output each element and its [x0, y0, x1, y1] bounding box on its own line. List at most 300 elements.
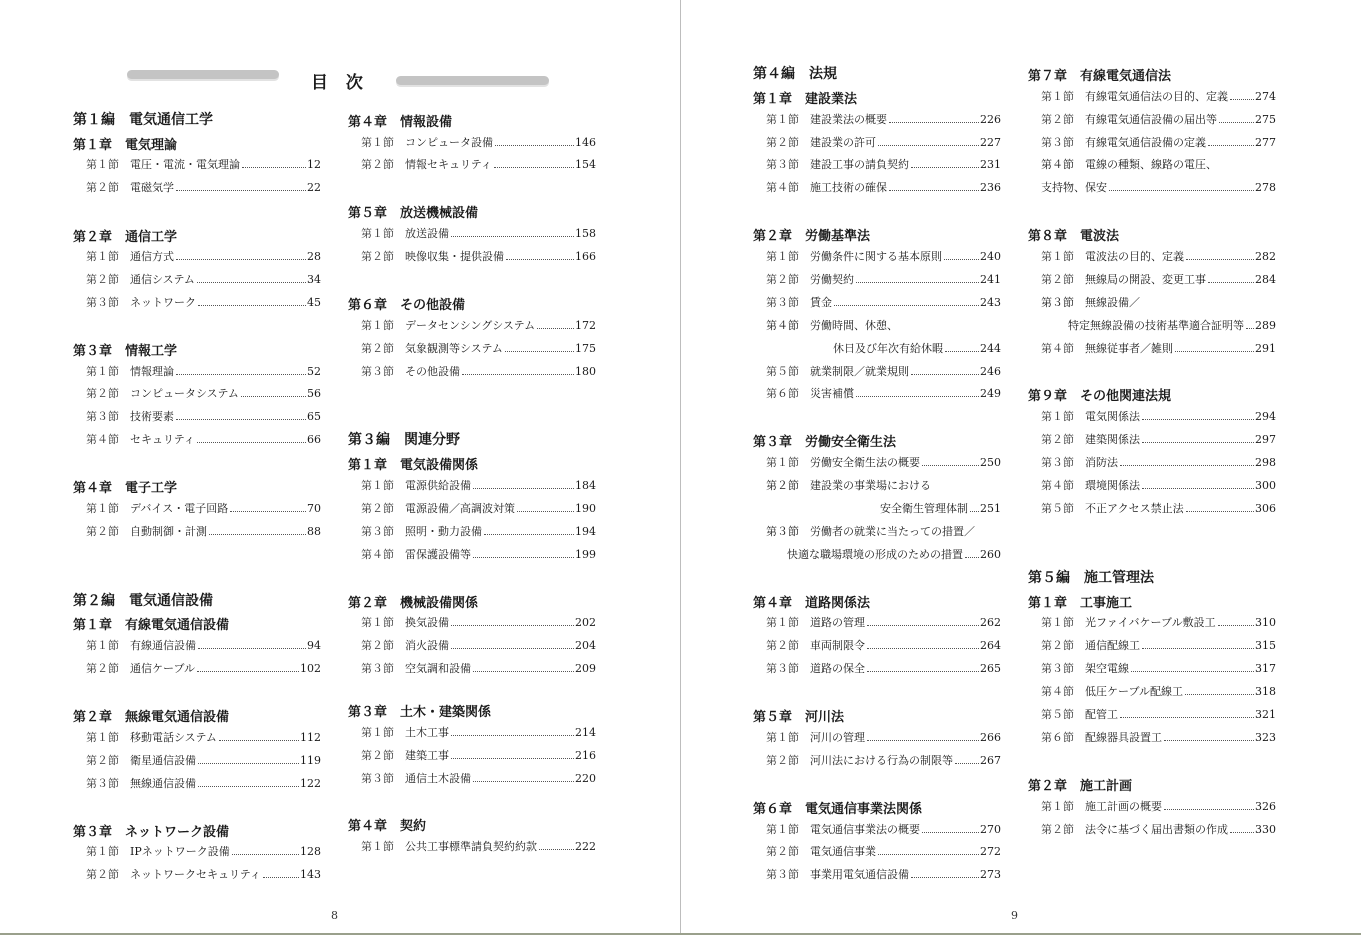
page-number: 244: [980, 342, 1001, 355]
page-number: 273: [980, 868, 1001, 881]
toc-entry: [86, 502, 321, 516]
section-number: 第１節: [86, 502, 119, 515]
toc-entry: [86, 754, 321, 768]
toc-entry: [766, 845, 1001, 859]
dot-leader: [970, 511, 979, 512]
part-heading: 第４編 法規: [753, 66, 837, 82]
dot-leader: [451, 735, 574, 736]
section-number: 第３節: [361, 365, 394, 378]
page-number: 199: [575, 548, 596, 561]
page-number: 318: [1255, 685, 1276, 698]
section-number: 第３節: [766, 662, 799, 675]
chapter-heading: 第１章 有線電気通信設備: [73, 618, 230, 633]
page-number: 249: [980, 387, 1001, 400]
section-number: 第１節: [1041, 616, 1074, 629]
toc-entry: [86, 845, 321, 859]
section-title: 放送設備: [405, 227, 449, 240]
section-number: 第１節: [361, 319, 394, 332]
page-number: 272: [980, 845, 1001, 858]
section-title: データセンシングシステム: [405, 319, 536, 332]
toc-entry: [361, 479, 596, 493]
dot-leader: [197, 442, 306, 443]
page-number: 300: [1255, 479, 1276, 492]
section-number: 第３節: [766, 158, 799, 171]
section-number: 第２節: [86, 387, 119, 400]
page-number: 12: [307, 158, 321, 171]
section-title: 安全衛生管理体制: [880, 502, 968, 515]
section-title: 無線局の開設、変更工事: [1085, 273, 1206, 286]
section-number: 第１節: [361, 726, 394, 739]
page-number: 243: [980, 296, 1001, 309]
toc-entry: [361, 548, 596, 562]
toc-entry: [766, 113, 1001, 127]
page-number: 294: [1255, 410, 1276, 423]
toc-entry: [86, 296, 321, 310]
toc-entry: [833, 342, 1001, 356]
dot-leader: [263, 877, 299, 878]
toc-entry: [787, 548, 1001, 562]
chapter-heading: 第３章 情報工学: [73, 344, 178, 359]
page-number: 278: [1255, 181, 1276, 194]
toc-entry: [766, 273, 1001, 287]
section-title: 自動制御・計測: [130, 525, 207, 538]
dot-leader: [1142, 442, 1254, 443]
toc-entry: [361, 726, 596, 740]
dot-leader: [219, 740, 299, 741]
section-title: 電波法の目的、定義: [1085, 250, 1184, 263]
dot-leader: [922, 832, 979, 833]
toc-entry: [361, 772, 596, 786]
page-number: 175: [575, 342, 596, 355]
toc-entry: [1041, 181, 1276, 195]
toc-entry: [86, 273, 321, 287]
section-number: 第１節: [86, 639, 119, 652]
chapter-heading: 第３章 労働安全衛生法: [753, 435, 897, 450]
section-number: 第４節: [766, 181, 799, 194]
toc-entry: [86, 181, 321, 195]
page-number: 202: [575, 616, 596, 629]
toc-entry: [766, 731, 1001, 745]
section-title: 労働安全衛生法の概要: [810, 456, 920, 469]
dot-leader: [889, 190, 979, 191]
page-number-left: 8: [331, 909, 338, 922]
page-number: 289: [1255, 319, 1276, 332]
toc-entry: [766, 823, 1001, 837]
dot-leader: [537, 328, 574, 329]
page-number: 262: [980, 616, 1001, 629]
toc-entry: [766, 181, 1001, 195]
toc-entry: [361, 749, 596, 763]
page-number: 277: [1255, 136, 1276, 149]
toc-title: 目 次: [311, 73, 369, 93]
section-number: 第２節: [361, 639, 394, 652]
section-title: 災害補償: [810, 387, 854, 400]
section-title: 支持物、保安: [1041, 181, 1107, 194]
toc-entry: [86, 662, 321, 676]
dot-leader: [911, 374, 979, 375]
toc-entry: [1041, 250, 1276, 264]
section-title: 衛星通信設備: [130, 754, 196, 767]
section-title: ネットワークセキュリティ: [130, 868, 261, 881]
part-heading: 第３編 関連分野: [348, 432, 460, 448]
section-title: 電気関係法: [1085, 410, 1140, 423]
dot-leader: [1175, 351, 1254, 352]
toc-entry: [86, 410, 321, 424]
section-number: 第２節: [86, 868, 119, 881]
toc-entry: [1041, 731, 1276, 745]
section-title: 施工技術の確保: [810, 181, 887, 194]
page-number: 298: [1255, 456, 1276, 469]
toc-entry: [1041, 479, 1276, 493]
section-number: 第１節: [361, 840, 394, 853]
section-title: 消火設備: [405, 639, 449, 652]
section-number: 第６節: [766, 387, 799, 400]
page-number: 146: [575, 136, 596, 149]
toc-entry: [766, 158, 1001, 172]
dot-leader: [517, 511, 574, 512]
dot-leader: [911, 877, 979, 878]
section-title: 光ファイバケーブル敷設工: [1085, 616, 1216, 629]
entry-text-line: 無線設備／: [1085, 296, 1140, 309]
section-title: 照明・動力設備: [405, 525, 482, 538]
dot-leader: [198, 305, 306, 306]
section-number: 第２節: [361, 502, 394, 515]
chapter-heading: 第４章 契約: [348, 819, 427, 834]
page-number: 204: [575, 639, 596, 652]
dot-leader: [1142, 488, 1254, 489]
page-number: 227: [980, 136, 1001, 149]
section-title: 移動電話システム: [130, 731, 217, 744]
page-number: 323: [1255, 731, 1276, 744]
dot-leader: [1120, 465, 1254, 466]
chapter-heading: 第４章 道路関係法: [753, 596, 871, 611]
section-title: 河川の管理: [810, 731, 865, 744]
dot-leader: [1131, 671, 1254, 672]
toc-entry: [86, 868, 321, 882]
section-number: 第２節: [766, 136, 799, 149]
part-heading: 第５編 施工管理法: [1028, 570, 1154, 586]
page-number: 315: [1255, 639, 1276, 652]
page-number: 194: [575, 525, 596, 538]
section-title: 法令に基づく届出書類の作成: [1085, 823, 1228, 836]
section-number: 第２節: [1041, 113, 1074, 126]
part-heading: 第１編 電気通信工学: [73, 112, 213, 128]
toc-entry: [86, 525, 321, 539]
section-number: 第２節: [361, 749, 394, 762]
page-number: 158: [575, 227, 596, 240]
page-number: 66: [307, 433, 321, 446]
section-number: 第２節: [1041, 639, 1074, 652]
dot-leader: [1142, 419, 1254, 420]
section-number: 第４節: [361, 548, 394, 561]
section-title: 不正アクセス禁止法: [1085, 502, 1184, 515]
section-number: 第１節: [86, 845, 119, 858]
section-title: 河川法における行為の制限等: [810, 754, 953, 767]
dot-leader: [889, 122, 979, 123]
toc-entry: [86, 387, 321, 401]
section-title: 建築関係法: [1085, 433, 1140, 446]
toc-entry: [766, 868, 1001, 882]
toc-entry: [86, 639, 321, 653]
section-title: 消防法: [1085, 456, 1118, 469]
dot-leader: [451, 648, 574, 649]
section-number: 第１節: [766, 113, 799, 126]
toc-entry: [1041, 273, 1276, 287]
page-number: 274: [1255, 90, 1276, 103]
dot-leader: [1208, 282, 1254, 283]
page-number: 56: [307, 387, 321, 400]
page-number: 102: [300, 662, 321, 675]
page-number: 265: [980, 662, 1001, 675]
page-number: 34: [307, 273, 321, 286]
page-number: 154: [575, 158, 596, 171]
dot-leader: [856, 282, 979, 283]
chapter-heading: 第１章 電気理論: [73, 138, 178, 153]
section-number: 第５節: [1041, 708, 1074, 721]
section-title: 道路の保全: [810, 662, 865, 675]
toc-entry: [86, 250, 321, 264]
section-number: 第１節: [1041, 800, 1074, 813]
section-number: 第５節: [766, 365, 799, 378]
dot-leader: [451, 236, 574, 237]
section-number: 第３節: [766, 296, 799, 309]
section-title: コンピュータ設備: [405, 136, 493, 149]
page-number: 236: [980, 181, 1001, 194]
toc-page-right: [681, 0, 1361, 935]
section-number: 第１節: [766, 823, 799, 836]
page-number: 112: [300, 731, 321, 744]
section-title: 映像収集・提供設備: [405, 250, 504, 263]
section-title: 情報セキュリティ: [405, 158, 492, 171]
dot-leader: [867, 625, 979, 626]
section-title: 通信土木設備: [405, 772, 471, 785]
dot-leader: [945, 351, 979, 352]
toc-entry: [361, 250, 596, 264]
section-number: 第２節: [1041, 433, 1074, 446]
section-title: 通信システム: [130, 273, 195, 286]
page-number: 180: [575, 365, 596, 378]
section-number: 第５節: [1041, 502, 1074, 515]
page-number: 240: [980, 250, 1001, 263]
section-number: 第４節: [1041, 342, 1074, 355]
toc-entry: [1041, 662, 1276, 676]
page-number: 270: [980, 823, 1001, 836]
section-number: 第２節: [766, 754, 799, 767]
section-title: 公共工事標準請負契約約款: [405, 840, 537, 853]
entry-text-line: 建設業の事業場における: [810, 479, 931, 492]
page-number: 70: [307, 502, 321, 515]
page-number: 231: [980, 158, 1001, 171]
section-title: 特定無線設備の技術基準適合証明等: [1068, 319, 1244, 332]
entry-text-line: 第３節: [1041, 296, 1074, 309]
dot-leader: [944, 259, 979, 260]
entry-text-line: 労働者の就業に当たっての措置／: [810, 525, 975, 538]
section-number: 第６節: [1041, 731, 1074, 744]
section-number: 第２節: [766, 639, 799, 652]
dot-leader: [1164, 740, 1254, 741]
toc-entry: [1041, 639, 1276, 653]
section-title: 有線電気通信設備の届出等: [1085, 113, 1217, 126]
section-number: 第１節: [361, 227, 394, 240]
entry-text-line: 第２節: [766, 479, 799, 492]
dot-leader: [484, 534, 574, 535]
toc-entry: [1068, 319, 1276, 333]
dot-leader: [1219, 122, 1254, 123]
toc-entry: [1041, 800, 1276, 814]
dot-leader: [198, 648, 306, 649]
section-title: 道路の管理: [810, 616, 865, 629]
page-number: 128: [300, 845, 321, 858]
section-number: 第１節: [1041, 410, 1074, 423]
section-title: 電気通信事業法の概要: [810, 823, 920, 836]
part-heading: 第２編 電気通信設備: [73, 593, 213, 609]
page-number: 222: [575, 840, 596, 853]
dot-leader: [198, 786, 299, 787]
chapter-heading: 第３章 土木・建築関係: [348, 705, 492, 720]
section-number: 第２節: [86, 754, 119, 767]
chapter-heading: 第９章 その他関連法規: [1028, 389, 1172, 404]
dot-leader: [867, 648, 979, 649]
page-number: 321: [1255, 708, 1276, 721]
section-title: 電圧・電流・電気理論: [130, 158, 240, 171]
toc-entry: [766, 456, 1001, 470]
section-title: 換気設備: [405, 616, 449, 629]
dot-leader: [506, 259, 574, 260]
dot-leader: [1230, 832, 1254, 833]
section-number: 第１節: [361, 136, 394, 149]
toc-entry: [1041, 823, 1276, 837]
entry-text-line: 第４節: [1041, 158, 1074, 171]
dot-leader: [198, 763, 299, 764]
toc-entry: [86, 433, 321, 447]
toc-entry: [766, 754, 1001, 768]
section-title: 有線電気通信法の目的、定義: [1085, 90, 1228, 103]
dot-leader: [867, 740, 979, 741]
section-number: 第２節: [766, 845, 799, 858]
chapter-heading: 第２章 機械設備関係: [348, 596, 479, 611]
section-title: 空気調和設備: [405, 662, 471, 675]
section-title: 通信方式: [130, 250, 174, 263]
section-title: 低圧ケーブル配線工: [1085, 685, 1184, 698]
section-title: IPネットワーク設備: [130, 845, 230, 858]
toc-entry: [361, 158, 596, 172]
section-number: 第２節: [86, 181, 119, 194]
toc-entry: [86, 158, 321, 172]
page-number: 184: [575, 479, 596, 492]
section-number: 第２節: [86, 662, 119, 675]
section-number: 第４節: [1041, 685, 1074, 698]
section-number: 第１節: [86, 158, 119, 171]
chapter-heading: 第５章 放送機械設備: [348, 206, 479, 221]
section-title: 通信配線工: [1085, 639, 1140, 652]
section-number: 第１節: [766, 616, 799, 629]
section-title: 労働契約: [810, 273, 854, 286]
page-number: 143: [300, 868, 321, 881]
section-number: 第２節: [86, 525, 119, 538]
section-title: その他設備: [405, 365, 460, 378]
toc-entry: [361, 840, 596, 854]
section-number: 第２節: [361, 342, 394, 355]
dot-leader: [473, 557, 574, 558]
chapter-heading: 第５章 河川法: [753, 710, 845, 725]
dot-leader: [230, 511, 306, 512]
toc-entry: [1041, 90, 1276, 104]
dot-leader: [965, 557, 979, 558]
dot-leader: [856, 396, 979, 397]
page-number: 220: [575, 772, 596, 785]
chapter-heading: 第７章 有線電気通信法: [1028, 69, 1172, 84]
section-number: 第２節: [361, 158, 394, 171]
section-title: 無線通信設備: [130, 777, 196, 790]
chapter-heading: 第８章 電波法: [1028, 229, 1120, 244]
page-number: 317: [1255, 662, 1276, 675]
section-number: 第１節: [766, 250, 799, 263]
toc-entry: [1041, 342, 1276, 356]
dot-leader: [1208, 145, 1254, 146]
section-number: 第１節: [86, 365, 119, 378]
toc-entry: [1041, 502, 1276, 516]
section-title: 情報理論: [130, 365, 174, 378]
section-number: 第２節: [1041, 273, 1074, 286]
entry-text-line: 第３節: [766, 525, 799, 538]
section-number: 第３節: [86, 777, 119, 790]
section-title: 車両制限令: [810, 639, 865, 652]
section-number: 第３節: [361, 662, 394, 675]
page-number-right: 9: [1011, 909, 1018, 922]
toc-entry: [766, 639, 1001, 653]
page-number: 226: [980, 113, 1001, 126]
section-title: 事業用電気通信設備: [810, 868, 909, 881]
section-title: 気象観測等システム: [405, 342, 503, 355]
section-number: 第１節: [361, 479, 394, 492]
dot-leader: [911, 167, 979, 168]
entry-text-line: 労働時間、休憩、: [810, 319, 898, 332]
page-number: 52: [307, 365, 321, 378]
toc-entry: [766, 250, 1001, 264]
page-number: 45: [307, 296, 321, 309]
chapter-heading: 第４章 電子工学: [73, 481, 178, 496]
chapter-heading: 第１章 建設業法: [753, 92, 858, 107]
section-title: 休日及び年次有給休暇: [833, 342, 943, 355]
section-number: 第４節: [86, 433, 119, 446]
section-title: 電源供給設備: [405, 479, 471, 492]
section-title: 有線通信設備: [130, 639, 196, 652]
toc-entry: [766, 136, 1001, 150]
chapter-heading: 第２章 労働基準法: [753, 229, 871, 244]
dot-leader: [1230, 99, 1254, 100]
dot-leader: [1185, 694, 1254, 695]
page-number: 28: [307, 250, 321, 263]
section-number: 第３節: [1041, 136, 1074, 149]
section-number: 第３節: [86, 296, 119, 309]
section-number: 第２節: [86, 273, 119, 286]
toc-entry: [361, 136, 596, 150]
page-number: 284: [1255, 273, 1276, 286]
section-number: 第３節: [766, 868, 799, 881]
toc-entry: [1041, 410, 1276, 424]
toc-entry: [361, 502, 596, 516]
dot-leader: [922, 465, 979, 466]
chapter-heading: 第１章 工事施工: [1028, 596, 1133, 611]
page-number: 241: [980, 273, 1001, 286]
section-title: 有線電気通信設備の定義: [1085, 136, 1206, 149]
section-title: 環境関係法: [1085, 479, 1140, 492]
dot-leader: [1246, 328, 1254, 329]
page-number: 264: [980, 639, 1001, 652]
toc-entry: [361, 662, 596, 676]
page-number: 214: [575, 726, 596, 739]
dot-leader: [232, 854, 299, 855]
